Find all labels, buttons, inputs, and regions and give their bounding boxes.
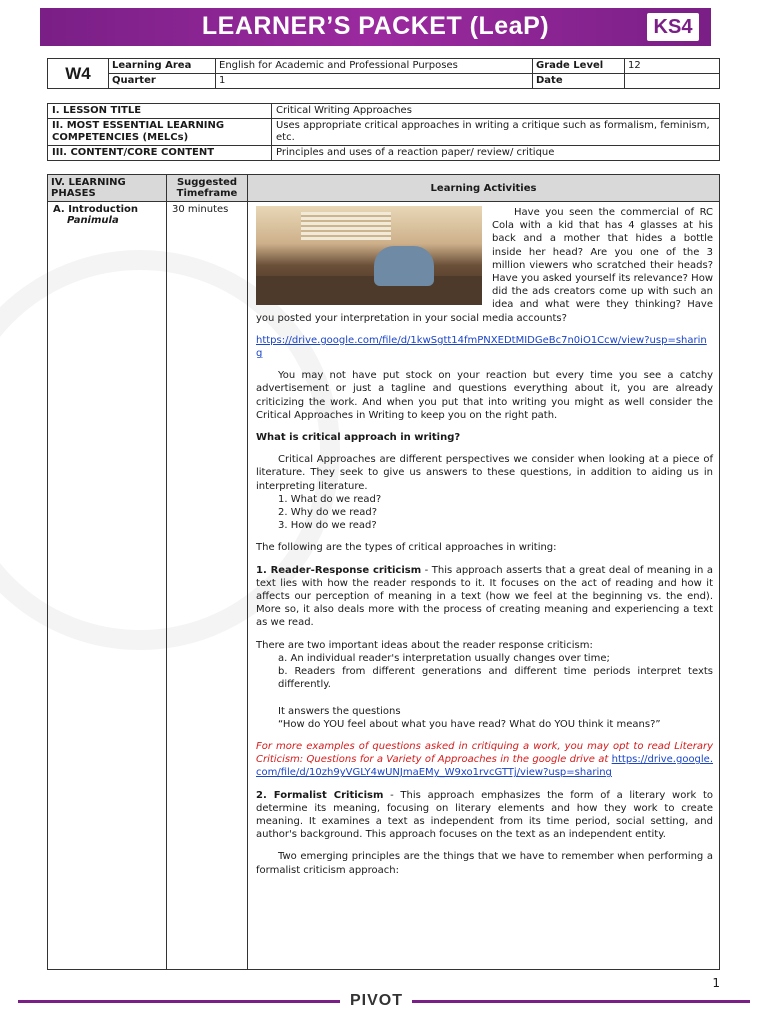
date-value: [625, 74, 720, 89]
questions-list: [278, 493, 713, 533]
reader-response-text: - This approach asserts that a great deal of meaning in a text lies with how the reader responds to it. It focuses on the act of reading and how it affects our perception of meaning in a text (how we feel at the beginning vs. the end). More so, it also deals more with the process of creating meaning and experiencing a text as we read.: [256, 564, 713, 629]
rc-cola-commercial-image: [256, 206, 482, 305]
content-label: III. CONTENT/CORE CONTENT: [48, 146, 272, 161]
intro-paragraph: Have you seen the commercial of RC Cola with a kid that has 4 glasses at his back and a mother that hides a bottle inside her head? Are you one of the 3 million viewers who scratched their heads? Have you asked yourself its relevance? How did the ads creators come up with such an idea and what were they thinking? Have you posted your interpretation in your social media accounts?: [256, 207, 713, 324]
grade-level-label: Grade Level: [533, 59, 625, 74]
reader-response-title: 1. Reader-Response criticism: [256, 564, 422, 576]
list-item: 1. What do we read?: [278, 493, 382, 505]
lesson-title-label: I. LESSON TITLE: [48, 104, 272, 119]
list-item: 3. How do we read?: [278, 520, 377, 532]
answers-label: It answers the questions: [278, 705, 401, 717]
week-label: W4: [48, 59, 109, 89]
red-note-paragraph: [256, 740, 713, 780]
grade-level-value: 12: [625, 59, 720, 74]
answers-quote: “How do YOU feel about what you have read? What do YOU think it means?”: [278, 718, 661, 730]
phase-name: A. Introduction: [53, 204, 139, 215]
formalist-paragraph: [256, 789, 713, 842]
learning-area-value: English for Academic and Professional Purposes: [216, 59, 533, 74]
types-intro: The following are the types of critical approaches in writing:: [256, 542, 557, 554]
criticizing-paragraph: You may not have put stock on your reaction but every time you see a catchy advertisement or just a tagline and questions everything about it, you are already criticizing the work. And when you put that into writing you might as well consider the Critical Approaches in Writing to keep you on the right path.: [256, 370, 713, 421]
critical-approach-definition: Critical Approaches are different perspectives we consider when looking at a piece of literature. They seek to give us answers to these questions, in addition to aiding us in interpreting literature.: [256, 454, 713, 492]
quarter-value: 1: [216, 74, 533, 89]
phase-cell: [48, 202, 167, 970]
learning-area-label: Learning Area: [109, 59, 216, 74]
timeframe-cell: 30 minutes: [167, 202, 248, 970]
rr-ideas-intro: There are two important ideas about the reader response criticism:: [256, 639, 593, 651]
date-label: Date: [533, 74, 625, 89]
list-item: b. Readers from different generations and different time periods interpret texts differently.: [278, 666, 713, 691]
activities-header: Learning Activities: [248, 175, 720, 202]
formalist-title: 2. Formalist Criticism: [256, 789, 384, 801]
learning-phases-table: [47, 174, 720, 970]
activities-cell: [248, 202, 720, 970]
pivot-logo: PIVOT: [350, 992, 404, 1009]
content-value: Principles and uses of a reaction paper/ review/ critique: [272, 146, 720, 161]
principles-paragraph: Two emerging principles are the things that we have to remember when performing a formalist criticism approach:: [256, 851, 713, 876]
ks-badge: KS4: [647, 13, 699, 41]
commercial-video-link[interactable]: https://drive.google.com/file/d/1kwSgtt14fmPNXEDtMIDGeBc7n0iO1Ccw/view?usp=sharing: [256, 334, 707, 360]
literary-criticism-link[interactable]: https://drive.google.com/file/d/10zh9yVGLY4wUNJmaEMy_W9xo1rvcGTTj/view?usp=sharing: [256, 754, 714, 779]
red-note: For more examples of questions asked in critiquing a work, you may opt to read Literary Criticism: Questions for a Variety of Approaches in the google drive at: [256, 740, 713, 766]
list-item: a. An individual reader's interpretation usually changes over time;: [278, 652, 610, 664]
header-info-table: [47, 58, 720, 89]
critical-approach-heading: What is critical approach in writing?: [256, 432, 461, 444]
formalist-text: - This approach emphasizes the form of a literary work to determine its meaning, focusing on literary elements and how they work to create meaning. It examines a text as independent from its time period, social setting, and author's background. This approach focuses on the text as an independent entity.: [256, 789, 713, 841]
banner-title: LEARNER’S PACKET (LeaP): [201, 12, 550, 40]
melc-label: II. MOST ESSENTIAL LEARNING COMPETENCIES (MELCs): [48, 119, 272, 146]
lesson-info-table: [47, 103, 720, 161]
phase-subname: Panimula: [67, 215, 119, 226]
footer-line-left: [18, 1000, 340, 1003]
footer-line-right: [412, 1000, 750, 1003]
timeframe-header: Suggested Timeframe: [167, 175, 248, 202]
leap-banner: [40, 8, 711, 46]
phases-header: IV. LEARNING PHASES: [48, 175, 167, 202]
reader-response-paragraph: [256, 564, 713, 630]
quarter-label: Quarter: [109, 74, 216, 89]
lesson-title-value: Critical Writing Approaches: [272, 104, 720, 119]
page-number: 1: [712, 976, 720, 990]
melc-value: Uses appropriate critical approaches in writing a critique such as formalism, feminism, etc.: [272, 119, 720, 146]
rr-ideas-list: [278, 652, 713, 731]
list-item: 2. Why do we read?: [278, 507, 378, 519]
